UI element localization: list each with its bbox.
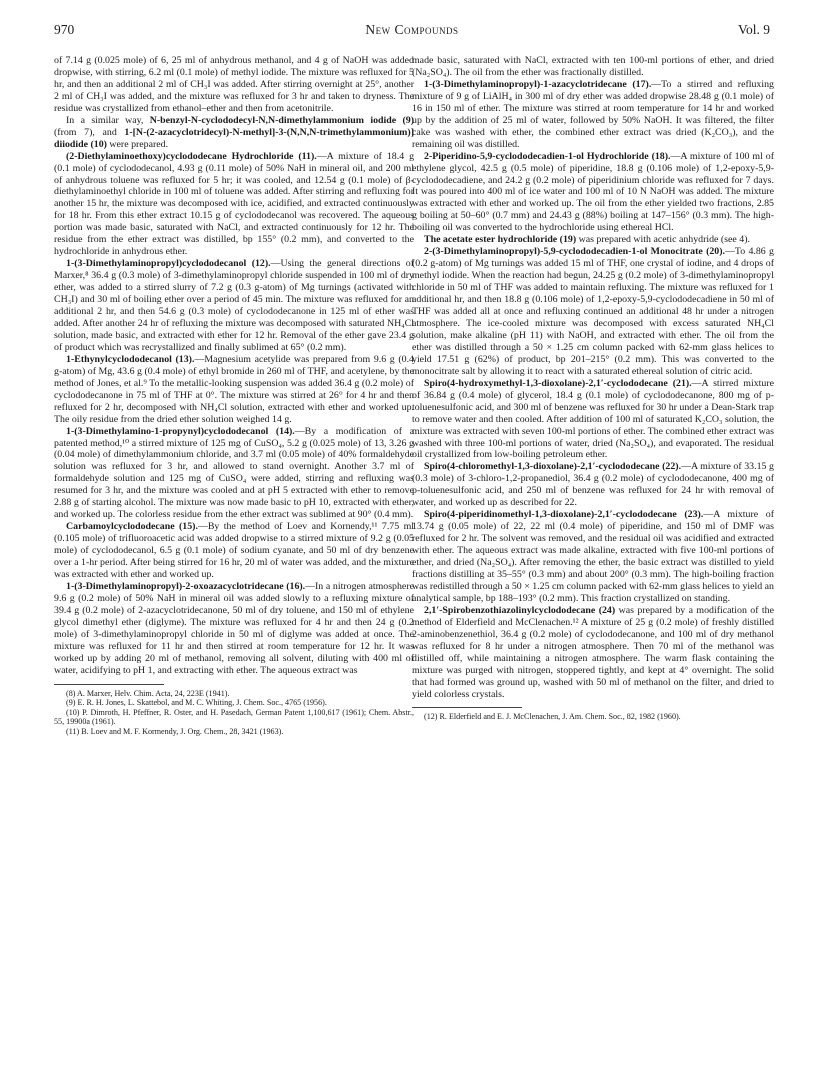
paragraph-compound-18	[412, 151, 774, 235]
footnote-8: (8) A. Marxer, Helv. Chim. Acta, 24, 223E (1941).	[66, 688, 230, 698]
procedure-text: —A mixture of 100 ml of ethylene glycol, 42.5 g (0.5 mole) of piperidine, 18.8 g (0.106 mole) of 1,2-epoxy-5,9-cyclododecadiene, and 24.2 g (0.2 mole) of piperidinium chloride was refluxed for 7 days. It was poured into 400 ml of ice water and 100 ml of 10 N NaOH was added. The mixture was extracted with ether and worked up. The oil from the ether yielded two fractions, 2.85 g boiling at 50–60° (0.7 mm) and 24.43 g (88%) boiling at 147–156° (0.3 mm). The high-boiling oil was converted to the hydrochloride using ethereal HCl.	[412, 150, 774, 234]
paragraph-compound-14	[54, 426, 414, 522]
text-run: In a similar way,	[66, 114, 150, 126]
text-run: were prepared.	[106, 138, 169, 150]
compound-heading: 1-(3-Dimethylamino-1-propynyl)cyclododecanol (14).	[66, 425, 295, 437]
paragraph-compound-20	[412, 246, 774, 377]
paragraph-continuation: made basic, saturated with NaCl, extracted with ten 100-ml portions of ether, and dried (Na₂SO₄). The oil from the ether was fractionally distilled.	[412, 55, 774, 78]
footnote-10: (10) P. Dimroth, H. Pfeffner, R. Oster, and H. Pasedach, German Patent 1,100,617 (1961); Chem. Abstr., 55, 19900a (1961).	[54, 707, 414, 727]
paragraph-compound-11	[54, 151, 414, 259]
compound-heading: Spiro(4-piperidinomethyl-1,3-dioxolane)-2,1′-cyclododecane (23).	[424, 509, 704, 521]
paragraph-compounds-9-10	[54, 115, 414, 151]
compound-heading: 1-(3-Dimethylaminopropyl)cyclododecanol (12).	[66, 258, 271, 270]
paragraph-compound-12	[54, 258, 414, 354]
procedure-text: was prepared by a modification of the method of Elderfield and McClenachen.¹² A mixture of 25 g (0.2 mole) of freshly distilled 2-aminobenzenethiol, 36.4 g (0.2 mole) of cyclododecanone, and 100 ml of dry methanol was refluxed for 8 hr under a nitrogen atmosphere. Then 70 ml of the methanol was distilled off, while maintaining a nitrogen atmosphere. The warm flask containing the mixture was purged with nitrogen, stoppered tightly, and kept at 4° overnight. The solid that had formed was ground up, washed with 50 ml of methanol on the filter, and dried to yield colorless crystals.	[412, 604, 775, 700]
procedure-text: —A mixture of 13.74 g (0.05 mole) of 22, 22 ml (0.4 mole) of piperidine, and 150 ml of DMF was refluxed for 2 hr. The solvent was removed, and the residual oil was acidified and extracted with ether. The aqueous extract was made alkaline, extracted with five 100-ml portions of ether, and dried (Na₂SO₄). After removing the ether, the basic extract was distilled to yield fractions distilling at 35–55° (0.3 mm) and about 200° (0.3 mm). The high-boiling fraction was redistilled through a 50 × 1.25 cm column packed with 62-mm glass helices to yield an analytical sample, bp 188–193° (0.2 mm). This fraction crystallized on standing.	[412, 509, 774, 604]
footnote-9: (9) E. R. H. Jones, L. Skattebol, and M. C. Whiting, J. Chem. Soc., 4765 (1956).	[66, 698, 327, 708]
compound-heading: Carbamoylcyclododecane (15).	[66, 521, 198, 533]
procedure-text: —Magnesium acetylide was prepared from 9.6 g (0.4 g-atom) of Mg, 43.6 g (0.4 mole) of ethyl bromide in 260 ml of THF, and acetylene, by the method of Jones, et al.⁹ To the metallic-looking suspension was added 36.4 g (0.2 mole) of cyclododecanone in 75 ml of THF at 0°. The mixture was stirred at 26° for 4 hr and then refluxed for 2 hr, decomposed with NH₄Cl solution, extracted with ether and worked up. The oily residue from the dried ether solution weighed 14 g.	[54, 353, 414, 425]
footnote-divider	[54, 684, 164, 685]
paragraph-compound-19	[412, 234, 774, 246]
compound-heading: The acetate ester hydrochloride (19)	[424, 234, 577, 246]
procedure-text: —By a modification of a patented method,¹⁰ a stirred mixture of 125 mg of CuSO₄, 5.2 g (0.025 mole) of 13, 3.26 g (0.04 mole) of dimethylammonium chloride, and 3.7 ml (0.05 mole) of 40% formaldehyde solution was refluxed for 3 hr, and allowed to stand overnight. Another 3.7 ml of formaldehyde solution and 125 mg of CuSO₄ were added, stirring and refluxing was resumed for 3 hr, and the mixture was cooled and at pH 5 extracted with ether to remove 2.88 g of starting alcohol. The mixture was now made basic to pH 10, extracted with ether, and worked up. The colorless residue from the ether extract was sublimed at 90° (0.4 mm).	[54, 425, 414, 521]
compound-heading: Spiro(4-chloromethyl-1,3-dioxolane)-2,1′-cyclododecane (22).	[424, 461, 682, 473]
compound-name: 1-[N-(2-azacyclotridecyl)-N-methyl]-3-(N,N,N-trimethylammonium)] diiodide (10)	[54, 126, 414, 150]
paragraph-compound-23	[412, 509, 774, 605]
compound-heading: (2-Diethylaminoethoxy)cyclododecane Hydrochloride (11).	[66, 150, 317, 162]
text-run: (from 7), and	[54, 126, 125, 138]
right-column	[412, 55, 774, 1035]
procedure-text: —In a nitrogen atmosphere 9.6 g (0.2 mole) of 50% NaH in mineral oil was added slowly to a refluxing mixture of 39.4 g (0.2 mole) of 2-azacyclotridecanone, 50 ml of dry toluene, and 150 ml of ethylene glycol dimethyl ether (diglyme). The mixture was refluxed for 4 hr and then 24 g (0.2 mole) of 3-dimethylaminopropyl chloride in 50 ml of diglyme was added at once. The mixture was refluxed for 11 hr and then stirred at room temperature for 12 hr. It was worked up by adding 20 ml of methanol, removing all solvent, diluting with 400 ml of water, acidifying to pH 1, and extracting with ether. The aqueous extract was	[54, 580, 414, 676]
paragraph-compound-13	[54, 354, 414, 426]
paragraph-compound-15	[54, 521, 414, 581]
paragraph-compound-16	[54, 581, 414, 677]
procedure-text: —To a stirred and refluxing mixture of 9 g of LiAlH₄ in 300 ml of dry ether was added dropwise 28.48 g (0.1 mole) of 16 in 150 ml of ether. The mixture was stirred at room temperature for 14 hr and worked up by the addition of 25 ml of water, followed by 50% NaOH. It was filtered, the filter cake was washed with ether, the combined ether extract was dried (K₂CO₃), and the remaining oil was distilled.	[412, 78, 774, 150]
compound-heading: 2,1′-Spirobenzothiazolinylcyclododecane (24)	[424, 604, 616, 616]
paragraph-compound-17	[412, 79, 774, 151]
left-column	[54, 55, 414, 1035]
footnote-12: (12) R. Elderfield and E. J. McClenachen, J. Am. Chem. Soc., 82, 1982 (1960).	[424, 712, 681, 722]
procedure-text: was prepared with acetic anhydride (see 4).	[576, 234, 750, 246]
compound-heading: 2-(3-Dimethylaminopropyl)-5,9-cyclododecadien-1-ol Monocitrate (20).	[424, 246, 725, 258]
compound-heading: 1-Ethynylcyclododecanol (13).	[66, 353, 195, 365]
paragraph-continuation: of 7.14 g (0.025 mole) of 6, 25 ml of anhydrous methanol, and 4 g of NaOH was added dropwise, with stirring, 6.2 ml (0.1 mole) of methyl iodide. The mixture was refluxed for 5 hr, and then an additional 2 ml of CH₃I was added. After stirring overnight at 25°, another 2 ml of CH₃I was added, and the mixture was refluxed for 3 hr and taken to dryness. The residue was crystallized from ethanol–ether and then from acetonitrile.	[54, 55, 414, 114]
compound-heading: 2-Piperidino-5,9-cyclododecadien-1-ol Hydrochloride (18).	[424, 150, 671, 162]
volume-label: Vol. 9	[737, 22, 770, 37]
compound-heading: 1-(3-Dimethylaminopropyl)-1-azacyclotridecane (17).	[424, 78, 652, 90]
compound-heading: Spiro(4-hydroxymethyl-1,3-dioxolane)-2,1′-cyclododecane (21).	[424, 377, 692, 389]
procedure-text: —To 4.86 g (0.2 g-atom) of Mg turnings was added 15 ml of THF, one crystal of iodine, and 4 drops of methyl iodide. When the reaction had begun, 24.25 g (0.2 mole) of 3-dimethylaminopropyl chloride in 50 ml of THF was added to maintain refluxing. The mixture was refluxed for 1 additional hr, and then 18.8 g (0.106 mole) of 1,2-epoxy-5,9-cyclododecadiene in 50 ml of THF was added all at once and refluxing continued an additional 48 hr under a nitrogen atmosphere. The ice-cooled mixture was decomposed with excess saturated NH₄Cl solution, make alkaline (pH 11) with NaOH, and extracted with ether. The oil from the ether was distilled through a 50 × 1.25 cm column packed with 62-mm glass helices to yield 17.51 g (62%) of product, bp 201–215° (0.2 mm). This was converted to the monocitrate salt by allowing it to react with a saturated ethereal solution of citric acid.	[412, 246, 774, 377]
procedure-text: —A mixture of 18.4 g (0.1 mole) of cyclododecanol, 4.93 g (0.11 mole) of 50% NaH in mineral oil, and 200 ml of anhydrous toluene was refluxed for 5 hr; it was cooled, and 12.54 g (0.1 mole) of β-diethylaminoethyl chloride in 100 ml of toluene was added. After stirring and refluxing for another 15 hr, the mixture was decomposed with ice, acidified, and extracted continuously for 18 hr. From this ether extract 10.15 g of cyclododecanol was recovered. The aqueous portion was made basic, saturated with NaCl, and extracted continuously for 12 hr. The residue from the ether extract was distilled, bp 155° (0.2 mm), and converted to the hydrochloride in anhydrous ether.	[54, 150, 415, 258]
procedure-text: —By the method of Loev and Kornendy,¹¹ 7.75 ml (0.105 mole) of trifluoroacetic acid was added dropwise to a stirred mixture of 9.2 g (0.05 mole) of cyclododecanol, 6.5 g (0.1 mole) of sodium cyanate, and 50 ml of dry benzene over a 1-hr period. After being stirred for 16 hr, 20 ml of water was added, and the mixture was extracted with ether and worked up.	[54, 521, 414, 580]
paragraph-compound-24	[412, 605, 774, 701]
footnote-divider	[412, 707, 522, 708]
procedure-text: —A stirred mixture of 36.84 g (0.4 mole) of glycerol, 18.4 g (0.1 mole) of cyclododecanone, 800 mg of p-toluenesulfonic acid, and 300 ml of benzene was refluxed for 30 hr under a Dean-Stark trap to remove water and then cooled. After addition of 100 ml of saturated K₂CO₃ solution, the mixture was extracted with seven 100-ml portions of ether. The combined ether extract was washed with three 100-ml portions of water, dried (Na₂SO₄), and evaporated. The residual oil crystallized from low-boiling petroleum ether.	[412, 377, 774, 461]
compound-heading: 1-(3-Dimethylaminopropyl)-2-oxoazacyclotridecane (16).	[66, 580, 306, 592]
running-title: New Compounds	[365, 22, 459, 37]
procedure-text: —Using the general directions of Marxer,⁸ 36.4 g (0.3 mole) of 3-dimethylaminopropyl chloride suspended in 100 ml of dry ether, was added to a stirred slurry of 7.2 g (0.3 g-atom) of Mg turnings (activated with CH₃I) and 30 ml of boiling ether over a period of 45 min. The mixture was refluxed for an additional 2 hr, and then 54.6 g (0.3 mole) of cyclododecanone in 125 ml of ether was added. After another 24 hr of refluxing the mixture was decomposed with saturated NH₄Cl solution, made basic, and extracted with ether for 12 hr. Removal of the ether gave 23.4 g of product which was recrystallized and finally sublimed at 65° (0.2 mm).	[54, 258, 414, 353]
page-number: 970	[54, 22, 75, 37]
paragraph-compound-22	[412, 461, 774, 509]
page-header	[54, 22, 770, 42]
footnote-11: (11) B. Loev and M. F. Kormendy, J. Org. Chem., 28, 3421 (1963).	[66, 726, 284, 736]
paragraph-compound-21	[412, 378, 774, 462]
compound-name: N-benzyl-N-cyclododecyl-N,N-dimethylammonium iodide (9)	[149, 114, 414, 126]
procedure-text: —A mixture of 33.15 g (0.3 mole) of 3-chloro-1,2-propanediol, 36.4 g (0.2 mole) of cyclododecanone, 400 mg of p-toluenesulfonic acid, and 250 ml of benzene was refluxed for 24 hr with removal of water, and worked up as described for 22.	[412, 461, 774, 509]
